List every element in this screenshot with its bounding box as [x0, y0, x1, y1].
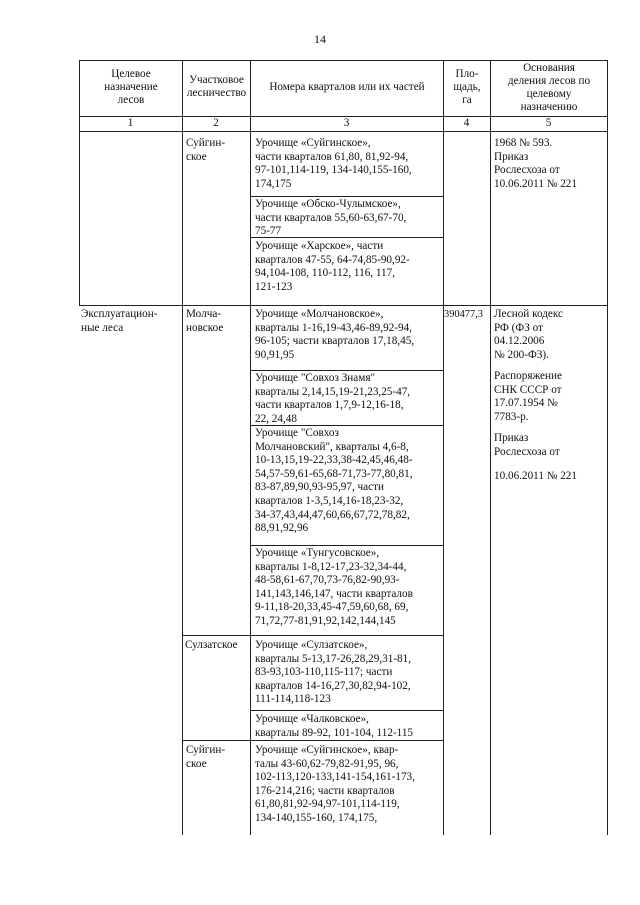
column-number-5: 5 [545, 117, 552, 129]
basis-cell: 10.06.2011 № 221 [494, 470, 577, 482]
basis-cell: 1968 № 593. Приказ Рослесхоза от 10.06.2011 № 221 [494, 137, 577, 190]
area-value: 390477,3 [444, 309, 483, 320]
quarters-cell: Урочище «Обско-Чулымское», части кварталов 55,60-63,67-70, 75-77 [255, 198, 407, 238]
basis-cell: Распоряжение СНК СССР от 17.07.1954 № 7783-р. [494, 370, 562, 423]
table-border-left-top [79, 60, 80, 305]
column-number-4: 4 [463, 117, 470, 129]
header-purpose: Целевое назначение лесов [104, 68, 158, 106]
row-divider [250, 545, 443, 546]
basis-cell: Приказ Рослесхоза от [494, 432, 560, 458]
quarters-cell: Урочище «Суйгинское», части кварталов 61,80, 81,92-94, 97-101,114-119, 134-140,155-160, 174,175 [255, 137, 412, 190]
section-divider [79, 305, 608, 306]
purpose-name: Эксплуатацион- ные леса [81, 308, 158, 334]
forestry-name: Суйгин- ское [186, 137, 226, 163]
row-divider [250, 710, 443, 711]
basis-cell: Лесной кодекс РФ (ФЗ от 04.12.2006 № 200-ФЗ). [494, 308, 564, 361]
quarters-cell: Урочище "Совхоз Молчановский", кварталы 4,6-8, 10-13,15,19-22,33,38-42,45,46,48- 54,57-59,61-65,68-71,73-77,80,81, 83-87,89,90,93-95,97, части кварталов 1-3,5,14,16-18,23-32, 34-37,43,44,47,60,66,67,72,78,82, 88,91,92,96 [255, 427, 413, 535]
forestry-divider [182, 635, 443, 636]
header-quarters: Номера кварталов или их частей [269, 81, 425, 93]
table-border-right [607, 60, 608, 835]
column-divider-3 [443, 60, 444, 835]
header-area: Пло- щадь, га [453, 68, 481, 106]
quarters-cell: Урочище «Молчановское», кварталы 1-16,19-43,46-89,92-94, 96-105; части кварталов 17,18,45, 90,91,95 [255, 308, 415, 361]
forest-purpose-table [79, 60, 608, 835]
row-divider [250, 370, 443, 371]
column-number-1: 1 [127, 117, 134, 129]
column-number-2: 2 [213, 117, 219, 129]
column-divider-2 [250, 60, 251, 835]
quarters-cell: Урочище "Совхоз Знамя" кварталы 2,14,15,19-21,23,25-47, части кварталов 1,7,9-12,16-18, 22, 24,48 [255, 372, 411, 425]
quarters-cell: Урочище «Сулзатское», кварталы 5-13,17-26,28,29,31-81, 83-93,103-110,115-117; части кварталов 14-16,27,30,82,94-102, 111-114,118-123 [255, 639, 412, 706]
column-number-3: 3 [343, 117, 350, 129]
header-forestry: Участковое лесничество [186, 74, 247, 99]
column-divider-1 [182, 60, 183, 835]
table-border-top [79, 60, 608, 61]
forestry-name: Сулзатское [185, 639, 238, 651]
quarters-cell: Урочище «Чалковское», кварталы 89-92, 101-104, 112-115 [255, 713, 414, 739]
quarters-cell: Урочище «Харское», части кварталов 47-55, 64-74,85-90,92- 94,104-108, 110-112, 116, 117, 121-123 [255, 240, 410, 293]
page-number: 14 [314, 32, 326, 46]
header-basis: Основания деления лесов по целевому назначению [507, 62, 591, 113]
column-divider-4 [490, 60, 491, 835]
forestry-name: Суйгин- ское [186, 744, 226, 770]
quarters-cell: Урочище «Тунгусовское», кварталы 1-8,12-17,23-32,34-44, 48-58,61-67,70,73-76,82-90,93- 141,143,146,147, части кварталов 9-11,18-20,33,45-47,59,60,68, 69, 71,72,77-81,91,92,142,144,145 [255, 547, 413, 627]
row-divider [250, 196, 443, 197]
quarters-cell: Урочище «Суйгинское», квар- талы 43-60,62-79,82-91,95, 96, 102-113,120-133,141-154,161-173, 176-214,216; части кварталов 61,80,81,92-94,97-101,114-119, 134-140,155-160, 174,175, [255, 744, 415, 824]
table-border-left-bottom [79, 305, 80, 835]
index-row-bottom-line [79, 131, 608, 132]
forestry-name: Молча- новское [186, 308, 224, 334]
